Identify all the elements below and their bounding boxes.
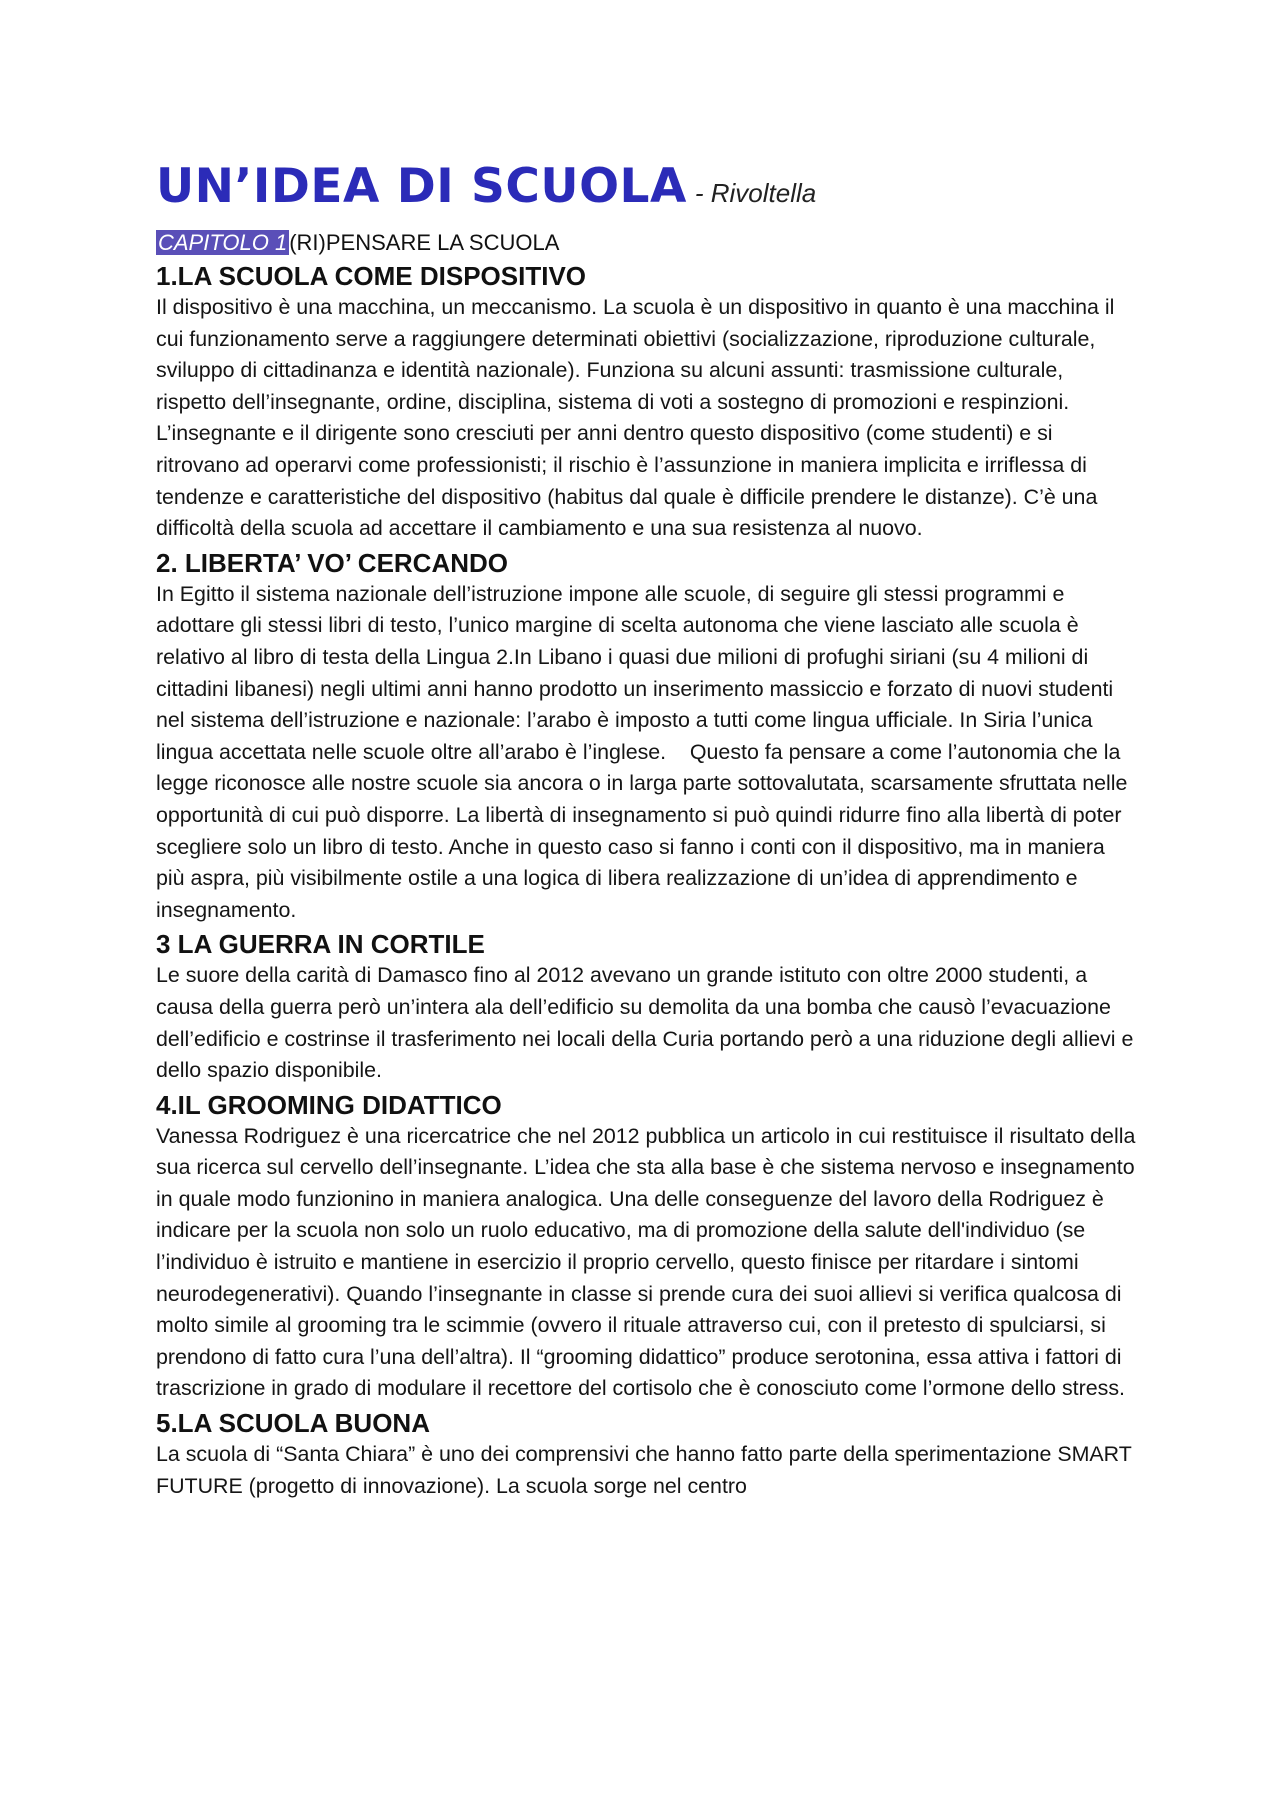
section-body: La scuola di “Santa Chiara” è uno dei comprensivi che hanno fatto parte della sperimentazione SMART FUTURE (progetto di innovazione). La scuola sorge nel centro (156, 1442, 1132, 1498)
chapter-label: CAPITOLO 1 (158, 230, 288, 256)
section-5 (156, 1407, 1136, 1502)
document-author: - Rivoltella (694, 178, 817, 208)
section-heading: 3 LA GUERRA IN CORTILE (156, 929, 485, 960)
section-body: In Egitto il sistema nazionale dell’istruzione impone alle scuole, di seguire gli stessi programmi e adottare gli stessi libri di testo, l’unico margine di scelta autonoma che viene lasciato alle scuola è relativo al libro di testa della Lingua 2.In Libano i quasi due milioni di profughi siriani (su 4 milioni di cittadini libanesi) negli ultimi anni hanno prodotto un inserimento massiccio e forzato di nuovi studenti nel sistema dell’istruzione e nazionale: l’arabo è imposto a tutti come lingua ufficiale. In Siria l’unica lingua accettata nelle scuole oltre all’arabo è l’inglese. Questo fa pensare a come l’autonomia che la legge riconosce alle nostre scuole sia ancora o in larga parte sottovalutata, scarsamente sfruttata nelle opportunità di cui può disporre. La libertà di insegnamento si può quindi ridurre fino alla libertà di poter scegliere solo un libro di testo. Anche in questo caso si fanno i conti con il dispositivo, ma in maniera più aspra, più visibilmente ostile a una logica di libera realizzazione di un’idea di apprendimento e insegnamento. (156, 581, 1134, 922)
section-body: Vanessa Rodriguez è una ricercatrice che nel 2012 pubblica un articolo in cui restituisce il risultato della sua ricerca sul cervello dell’insegnante. L’idea che sta alla base è che sistema nervoso e insegnamento in quale modo funzionino in maniera analogica. Una delle conseguenze del lavoro della Rodriguez è indicare per la scuola non solo un ruolo educativo, ma di promozione della salute dell'individuo (se l’individuo è istruito e mantiene in esercizio il proprio cervello, questo finisce per ritardare i sintomi neurodegenerativi). Quando l’insegnante in classe si prende cura dei suoi allievi si verifica qualcosa di molto simile al grooming tra le scimmie (ovvero il rituale attraverso cui, con il pretesto di spulciarsi, si prendono di fatto cura l’una dell’altra). Il “grooming didattico” produce serotonina, essa attiva i fattori di trascrizione in grado di modulare il recettore del cortisolo che è conosciuto come l’ormone dello stress. (156, 1123, 1136, 1401)
section-1 (156, 260, 1136, 545)
section-body: Le suore della carità di Damasco fino al 2012 avevano un grande istituto con oltre 2000 studenti, a causa della guerra però un’intera ala dell’edificio su demolita da una bomba che causò l’evacuazione dell’edificio e costrinse il trasferimento nei locali della Curia portando però a una riduzione degli allievi e dello spazio disponibile. (156, 963, 1134, 1083)
section-4 (156, 1089, 1136, 1405)
document-title: UN’IDEA DI SCUOLA (156, 159, 687, 214)
title-line (156, 160, 1136, 214)
document-page (156, 160, 1136, 1504)
section-2 (156, 547, 1136, 927)
section-3 (156, 928, 1136, 1086)
section-body: Il dispositivo è una macchina, un meccanismo. La scuola è un dispositivo in quanto è una macchina il cui funzionamento serve a raggiungere determinati obiettivi (socializzazione, riproduzione culturale, sviluppo di cittadinanza e identità nazionale). Funziona su alcuni assunti: trasmissione culturale, rispetto dell’insegnante, ordine, disciplina, sistema di voti a sostegno di promozioni e respinzioni. L’insegnante e il dirigente sono cresciuti per anni dentro questo dispositivo (come studenti) e si ritrovano ad operarvi come professionisti; il rischio è l’assunzione in maniera implicita e irriflessa di tendenze e caratteristiche del dispositivo (habitus dal quale è difficile prendere le distanze). C’è una difficoltà della scuola ad accettare il cambiamento e una sua resistenza al nuovo. (156, 295, 1115, 541)
section-heading: 1.LA SCUOLA COME DISPOSITIVO (156, 261, 587, 292)
section-heading: 2. LIBERTA’ VO’ CERCANDO (156, 547, 509, 578)
chapter-line (156, 228, 1136, 258)
section-heading: 4.IL GROOMING DIDATTICO (156, 1089, 502, 1120)
section-heading: 5.LA SCUOLA BUONA (156, 1408, 430, 1439)
chapter-title: (RI)PENSARE LA SCUOLA (289, 230, 560, 256)
